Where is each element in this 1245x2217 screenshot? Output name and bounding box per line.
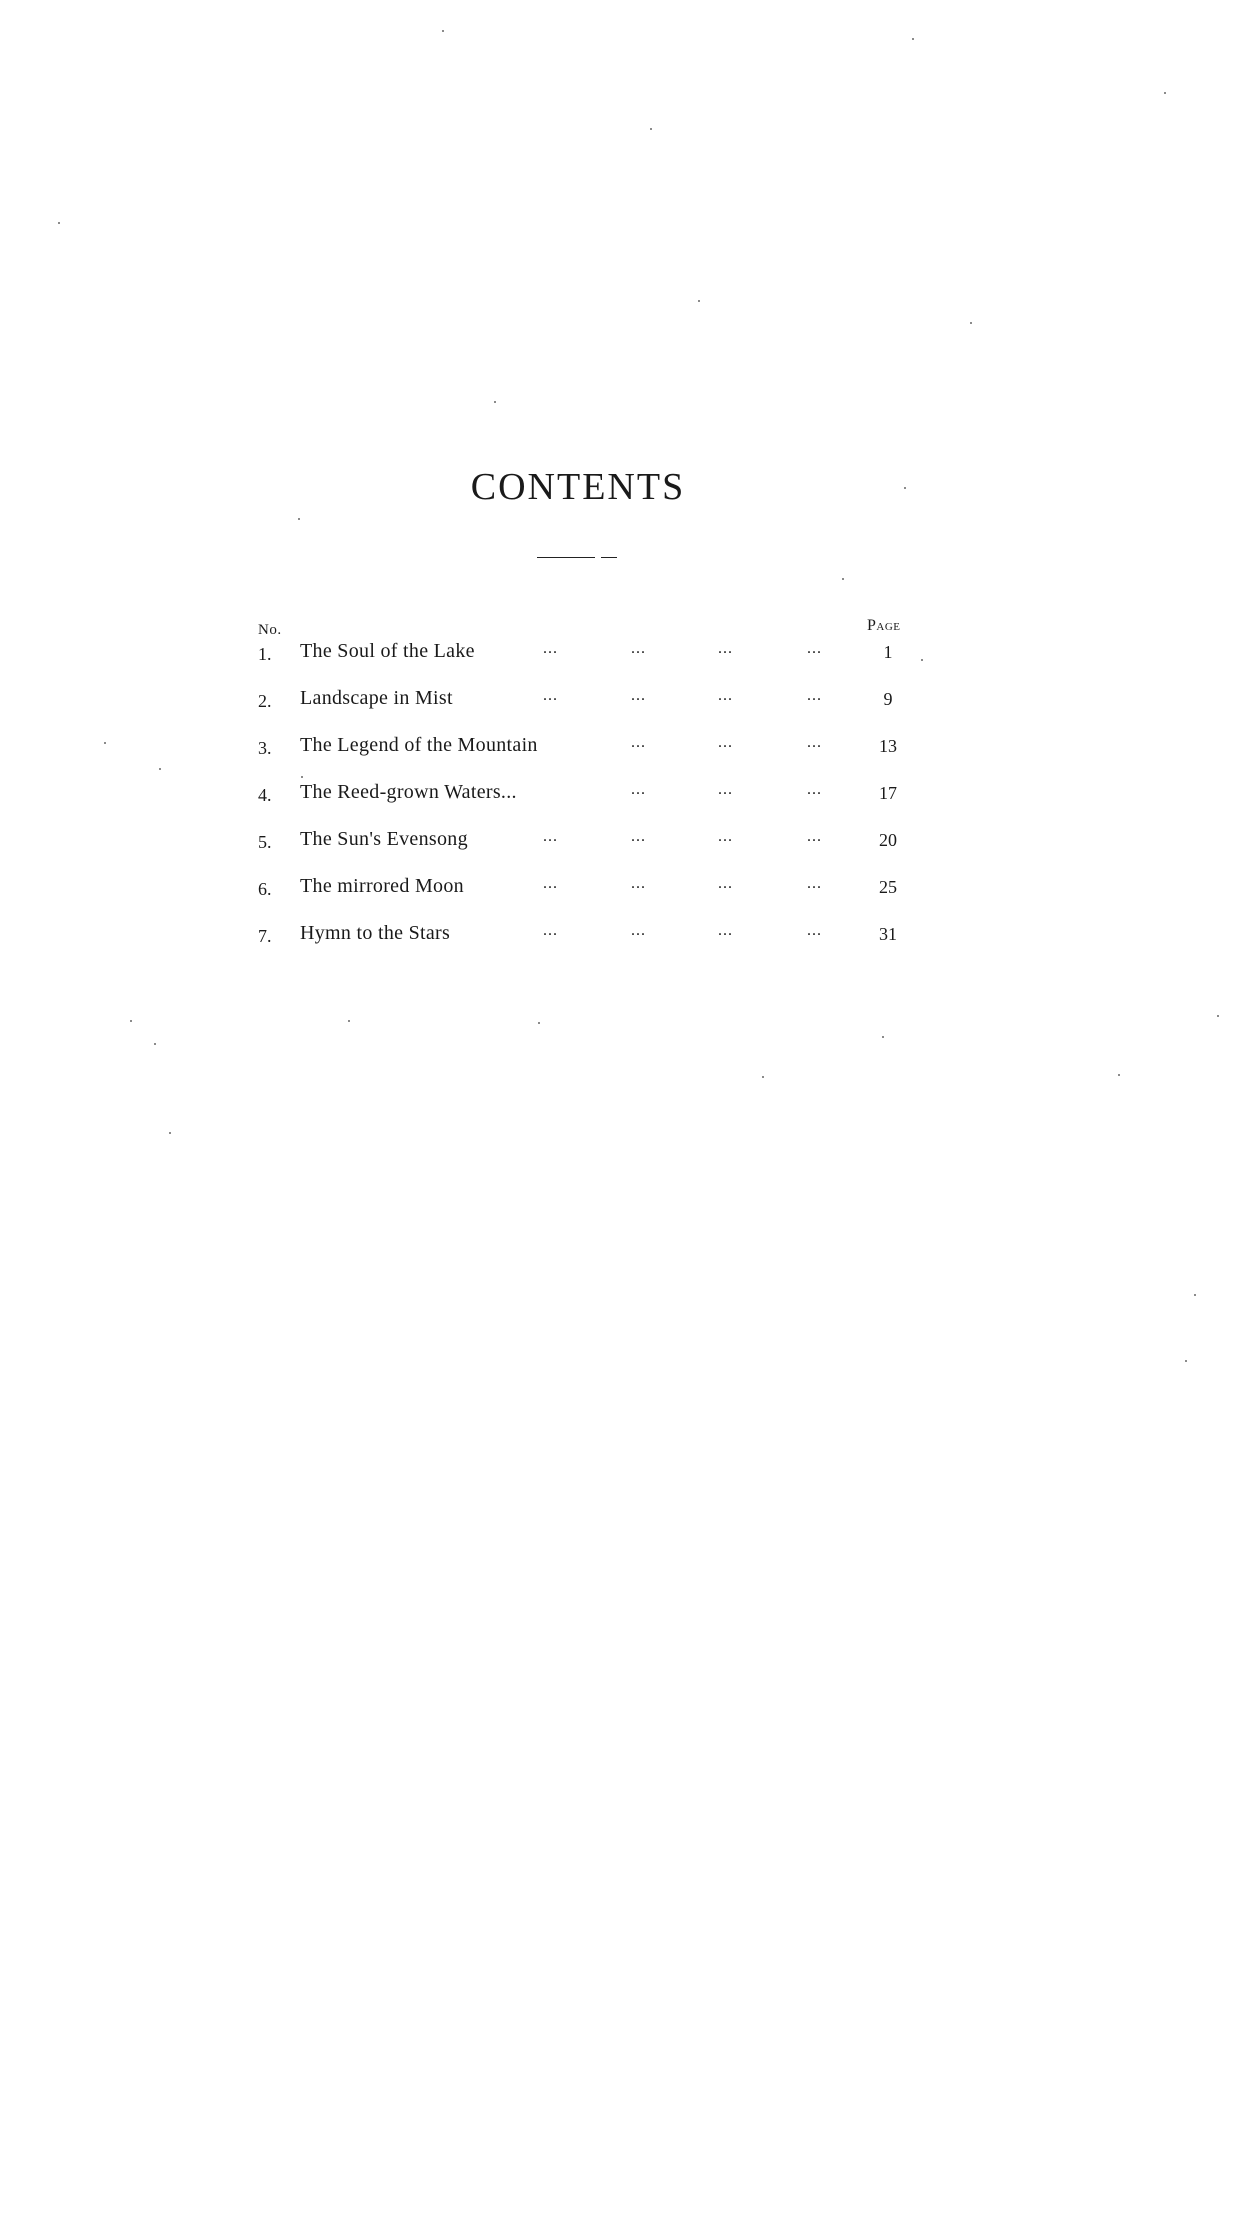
scan-speck — [1164, 92, 1166, 94]
dot-leader: ... — [718, 734, 733, 751]
dot-leader: ... — [631, 828, 646, 845]
scan-speck — [882, 1036, 884, 1038]
dot-leader: ... — [631, 875, 646, 892]
entry-page: 25 — [879, 877, 897, 897]
entry-number: 7. — [258, 926, 272, 946]
entry-page: 17 — [879, 783, 897, 803]
entry-number: 5. — [258, 832, 272, 852]
dot-leader: ... — [807, 781, 822, 798]
entry-title: Landscape in Mist — [300, 687, 453, 709]
entry-page: 9 — [883, 689, 893, 709]
dot-leader: ... — [543, 640, 558, 657]
dot-leader: ... — [631, 781, 646, 798]
dot-leader: ... — [631, 687, 646, 704]
dot-leader: ... — [718, 875, 733, 892]
entry-number: 4. — [258, 785, 272, 805]
dot-leader: ... — [807, 922, 822, 939]
title-rule-long — [537, 557, 595, 558]
scan-speck — [298, 518, 300, 520]
dot-leader: ... — [718, 828, 733, 845]
dot-leader: ... — [807, 640, 822, 657]
page-title: CONTENTS — [470, 466, 686, 508]
scan-speck — [169, 1132, 171, 1134]
dot-leader: ... — [807, 734, 822, 751]
scan-speck — [104, 742, 106, 744]
scan-speck — [154, 1043, 156, 1045]
scan-speck — [159, 768, 161, 770]
entry-page: 13 — [879, 736, 897, 756]
entry-number: 2. — [258, 691, 272, 711]
scan-speck — [1185, 1360, 1187, 1362]
scan-speck — [1194, 1294, 1196, 1296]
entry-title: The Legend of the Mountain — [300, 734, 538, 756]
entry-page: 20 — [879, 830, 897, 850]
scan-speck — [698, 300, 700, 302]
dot-leader: ... — [543, 922, 558, 939]
entry-page: 1 — [883, 642, 893, 662]
dot-leader: ... — [543, 875, 558, 892]
entry-number: 6. — [258, 879, 272, 899]
table-of-contents — [258, 640, 938, 969]
scan-speck — [130, 1020, 132, 1022]
toc-entry — [258, 828, 938, 875]
dot-leader: ... — [631, 734, 646, 751]
dot-leader: ... — [718, 640, 733, 657]
title-rule-short — [601, 557, 617, 558]
entry-title: Hymn to the Stars — [300, 922, 451, 944]
dot-leader: ... — [631, 922, 646, 939]
scan-speck — [494, 401, 496, 403]
toc-entry — [258, 687, 938, 734]
scan-speck — [301, 776, 303, 778]
dot-leader: ... — [807, 875, 822, 892]
scan-speck — [842, 578, 844, 580]
number-column-header: No. — [258, 622, 282, 638]
scan-speck — [1118, 1074, 1120, 1076]
scan-speck — [970, 322, 972, 324]
dot-leader: ... — [631, 640, 646, 657]
dot-leader: ... — [543, 828, 558, 845]
entry-title: The Reed-grown Waters... — [300, 781, 517, 803]
entry-number: 1. — [258, 644, 272, 664]
dot-leader: ... — [718, 922, 733, 939]
entry-title: The Sun's Evensong — [300, 828, 468, 850]
page-column-header: Page — [867, 617, 901, 634]
dot-leader: ... — [718, 781, 733, 798]
entry-page: 31 — [879, 924, 897, 944]
scan-speck — [442, 30, 444, 32]
dot-leader: ... — [807, 687, 822, 704]
entry-title: The Soul of the Lake — [300, 640, 475, 662]
scan-speck — [348, 1020, 350, 1022]
toc-entry — [258, 922, 938, 969]
scan-speck — [538, 1022, 540, 1024]
dot-leader: ... — [718, 687, 733, 704]
scan-speck — [912, 38, 914, 40]
toc-entry — [258, 781, 938, 828]
dot-leader: ... — [543, 687, 558, 704]
toc-entry — [258, 734, 938, 781]
scan-speck — [58, 222, 60, 224]
toc-entry — [258, 640, 938, 687]
scan-speck — [762, 1076, 764, 1078]
scan-speck — [904, 487, 906, 489]
scan-speck — [1217, 1015, 1219, 1017]
entry-number: 3. — [258, 738, 272, 758]
scan-speck — [921, 659, 923, 661]
toc-entry — [258, 875, 938, 922]
dot-leader: ... — [807, 828, 822, 845]
entry-title: The mirrored Moon — [300, 875, 464, 897]
scan-speck — [650, 128, 652, 130]
